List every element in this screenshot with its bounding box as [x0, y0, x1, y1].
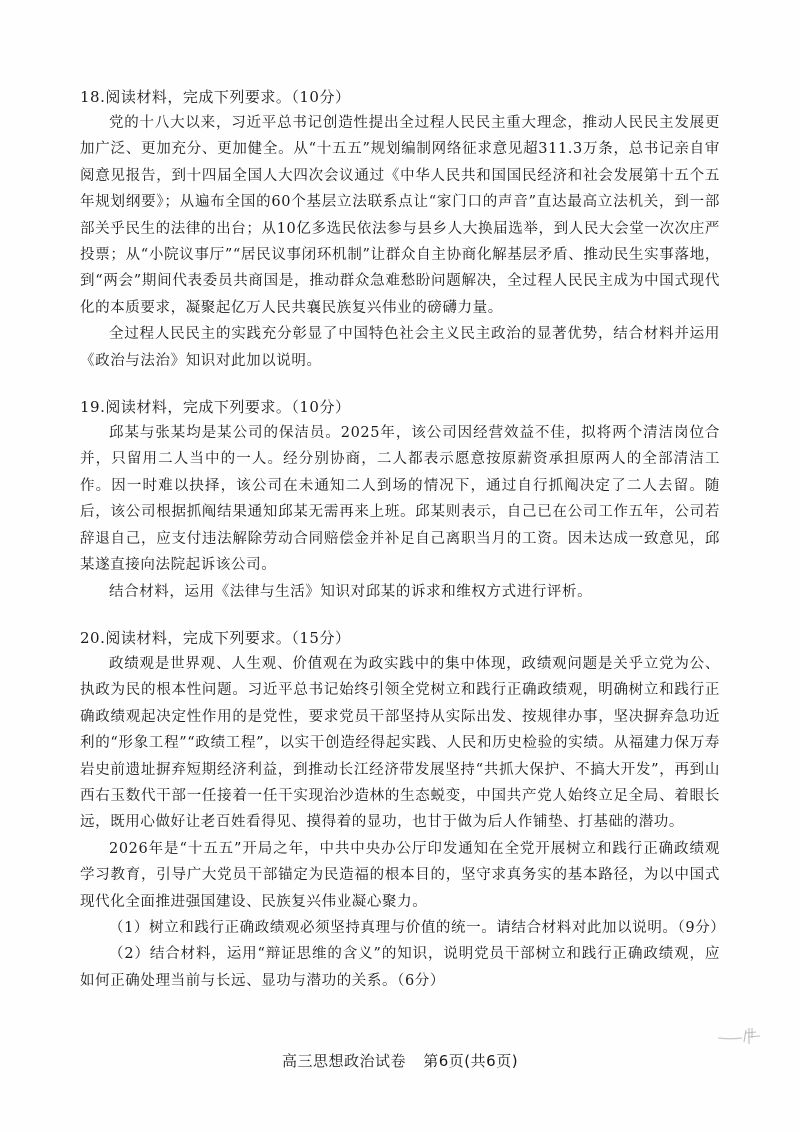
question-20-task-2: （2）结合材料，运用“辩证思维的含义”的知识，说明党员干部树立和践行正确政绩观，应如何正确处理当前与长远、显功与潜功的关系。（6分） — [80, 946, 720, 989]
question-19-material: 邱某与张某均是某公司的保洁员。2025年，该公司因经营效益不佳，拟将两个清洁岗位合并，只留用二人当中的一人。经分别协商，二人都表示愿意按原薪资承担原两人的全部清洁工作。因一时难以抉择，该公司在未通知二人到场的情况下，通过自行抓阄决定了二人去留。随后，该公司根据抓阄结果通知邱某无需再来上班。邱某则表示，自己已在公司工作五年，公司若辞退自己，应支付违法解除劳动合同赔偿金并补足自己离职当月的工资。因未达成一致意见，邱某遂直接向法院起诉该公司。 — [80, 425, 720, 574]
question-18 — [80, 84, 720, 374]
question-20-material-2: 2026年是“十五五”开局之年，中共中央办公厅印发通知在全党开展树立和践行正确政绩观学习教育，引导广大党员干部锚定为民造福的根本目的，坚守求真务实的基本路径，为以中国式现代化全面推进强国建设、民族复兴伟业凝心聚力。 — [80, 840, 720, 910]
page-footer — [0, 1050, 800, 1071]
question-20-task-1: （1）树立和践行正确政绩观必须坚持真理与价值的统一。请结合材料对此加以说明。（9分） — [109, 919, 726, 936]
footer-page-number: 第6页(共6页) — [423, 1052, 519, 1070]
handwritten-mark-icon — [716, 1024, 766, 1048]
question-18-task: 全过程人民民主的实践充分彰显了中国特色社会主义民主政治的显著优势，结合材料并运用《政治与法治》知识对此加以说明。 — [80, 326, 720, 369]
question-18-heading: 18.阅读材料，完成下列要求。（10分） — [80, 88, 351, 106]
question-19-heading: 19.阅读材料，完成下列要求。（10分） — [80, 398, 351, 417]
question-20-heading: 20.阅读材料，完成下列要求。（15分） — [80, 628, 351, 647]
page-content — [80, 84, 726, 994]
question-19 — [80, 394, 720, 605]
question-18-material: 党的十八大以来，习近平总书记创造性提出全过程人民民主重大理念，推动人民民主发展更加广泛、更加充分、更加健全。从“十五五”规划编制网络征求意见超311.3万条，总书记亲自审阅意见报告，到十四届全国人大四次会议通过《中华人民共和国国民经济和社会发展第十五个五年规划纲要》；从遍布全国的60个基层立法联系点让“家门口的声音”直达最高立法机关，到一部部关乎民生的法律的出台；从10亿多选民依法参与县乡人大换届选举，到人民大会堂一次次庄严投票；从“小院议事厅”“居民议事闭环机制”让群众自主协商化解基层矛盾、推动民生实事落地，到“两会”期间代表委员共商国是，推动群众急难愁盼问题解决，全过程人民民主成为中国式现代化的本质要求，凝聚起亿万人民共襄民族复兴伟业的磅礴力量。 — [80, 115, 720, 316]
question-20 — [80, 625, 726, 994]
question-20-material-1: 政绩观是世界观、人生观、价值观在为政实践中的集中体现，政绩观问题是关乎立党为公、执政为民的根本性问题。习近平总书记始终引领全党树立和践行正确政绩观，明确树立和践行正确政绩观起决定性作用的是党性，要求党员干部坚持从实际出发、按规律办事，坚决摒弃急功近利的“形象工程”“政绩工程”，以实干创造经得起实践、人民和历史检验的实绩。从福建力保万寿岩史前遗址摒弃短期经济利益，到推动长江经济带发展坚持“共抓大保护、不搞大开发”，再到山西右玉数代干部一任接着一任干实现治沙造林的生态蜕变，中国共产党人始终立足全局、着眼长远，既用心做好让老百姓看得见、摸得着的显功，也甘于做为后人作铺垫、打基础的潜功。 — [80, 655, 720, 831]
question-19-task: 结合材料，运用《法律与生活》知识对邱某的诉求和维权方式进行评析。 — [109, 583, 593, 600]
footer-subject: 高三思想政治试卷 — [281, 1052, 406, 1070]
